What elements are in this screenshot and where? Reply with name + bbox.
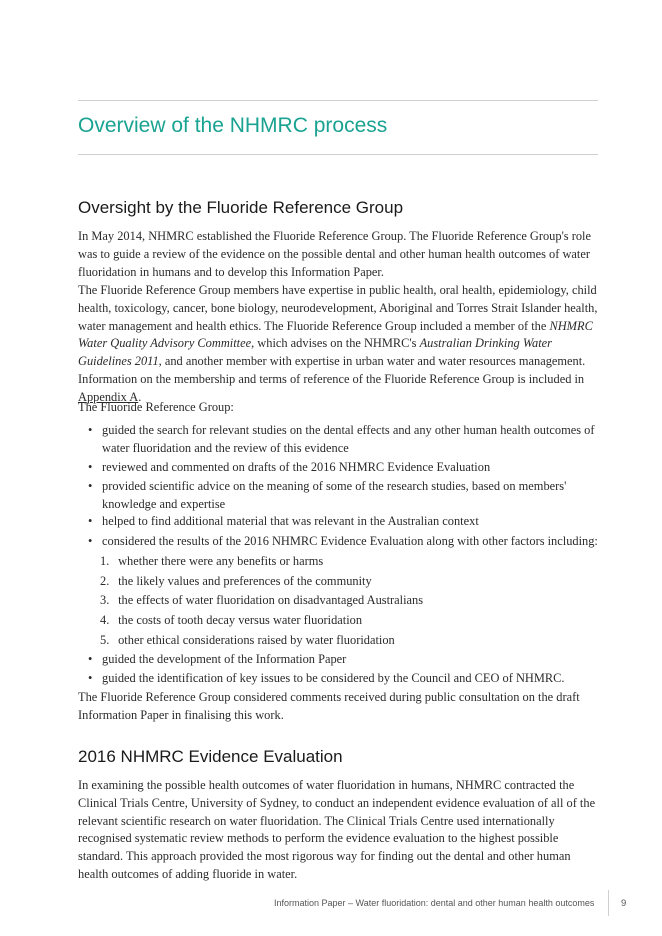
footer-divider — [608, 890, 609, 916]
list-item: • helped to find additional material that was relevant in the Australian context — [78, 513, 598, 531]
numbered-item: 1. whether there were any benefits or harms — [100, 554, 324, 568]
guidelines-name: Australian Drinking Water Guidelines 2011 — [78, 336, 552, 369]
membership-text-d: . — [138, 389, 142, 404]
list-item: • provided scientific advice on the meaning of some of the research studies, based on members' knowledge and expertise — [88, 479, 567, 511]
paragraph-membership — [78, 282, 598, 407]
list-item: • guided the development of the Information Paper — [78, 651, 598, 669]
footer-text: Information Paper – Water fluoridation: dental and other human health outcomes — [274, 898, 595, 908]
top-rule — [78, 100, 598, 101]
paragraph-establishment: In May 2014, NHMRC established the Fluoride Reference Group. The Fluoride Reference Group's role was to guide a review of the evidence on the possible dental and other human health outcomes of water fluoridation in humans and to develop this Information Paper. — [78, 229, 591, 279]
list-item: • considered the results of the 2016 NHMRC Evidence Evaluation along with other factors including: — [78, 533, 598, 551]
membership-text-b: , which advises on the NHMRC's — [251, 336, 420, 351]
page-number: 9 — [621, 898, 627, 909]
paragraph-intro: The Fluoride Reference Group: — [78, 400, 234, 414]
list-item: • reviewed and commented on drafts of the 2016 NHMRC Evidence Evaluation — [78, 459, 598, 477]
list-item: • guided the identification of key issues to be considered by the Council and CEO of NHMRC. — [78, 670, 598, 688]
bullet-icon: • — [88, 534, 93, 548]
bullet-icon: • — [88, 479, 93, 493]
page-heading: Overview of the NHMRC process — [78, 114, 388, 137]
list-item: • guided the search for relevant studies on the dental effects and any other human health outcomes of water fluoridation and the review of this evidence — [88, 423, 595, 455]
numbered-item: 4. the costs of tooth decay versus water fluoridation — [100, 613, 363, 627]
section-title-evidence: 2016 NHMRC Evidence Evaluation — [78, 747, 343, 766]
bullet-icon: • — [88, 423, 93, 437]
committee-name: NHMRC Water Quality Advisory Committee — [78, 318, 593, 351]
numbered-item: 2. the likely values and preferences of the community — [100, 574, 372, 588]
appendix-a-link[interactable]: Appendix A — [78, 389, 139, 404]
numbered-item: 5. other ethical considerations raised by water fluoridation — [100, 633, 395, 647]
paragraph-evidence: In examining the possible health outcomes of water fluoridation in humans, NHMRC contracted the Clinical Trials Centre, University of Sydney, to conduct an independent evidence evaluation of all of the relevant scientific research on water fluoridation. The Clinical Trials Centre used internationally recognised systematic review methods to perform the evidence evaluation to the highest possible standard. This approach provided the most rigorous way for finding out the dental and other human health outcomes of adding fluoride in water. — [78, 778, 596, 881]
bullet-icon: • — [88, 652, 93, 666]
bullet-icon: • — [88, 460, 93, 474]
bullet-icon: • — [88, 671, 93, 685]
bullet-icon: • — [88, 514, 93, 528]
heading-rule — [78, 154, 598, 155]
paragraph-consultation: The Fluoride Reference Group considered comments received during public consultation on the draft Information Paper in finalising this work. — [78, 690, 580, 722]
membership-text-c: , and another member with expertise in urban water and water resources management. Information on the membership and terms of reference of the Fluoride Reference Group is included in — [78, 354, 586, 386]
numbered-item: 3. the effects of water fluoridation on disadvantaged Australians — [100, 593, 424, 607]
membership-text-a: The Fluoride Reference Group members have expertise in public health, oral health, epidemiology, child health, toxicology, cancer, bone biology, neurodevelopment, Aboriginal and Torres Strait Islander health, water management and health ethics. The Fluoride Reference Group included a member of the — [78, 283, 598, 333]
section-title-oversight: Oversight by the Fluoride Reference Group — [78, 198, 404, 217]
